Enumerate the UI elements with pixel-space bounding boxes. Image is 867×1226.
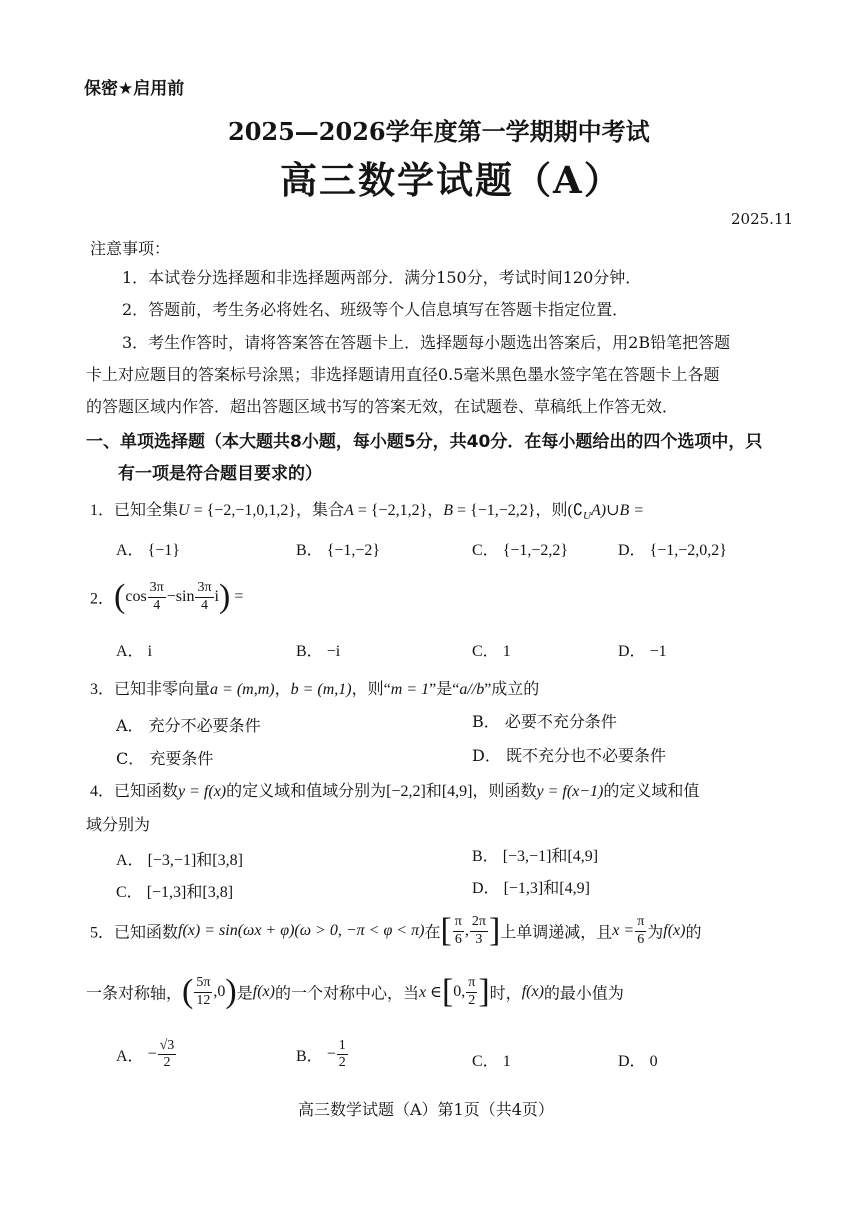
page-footer: 高三数学试题（A）第1页（共4页） <box>298 1100 554 1119</box>
q1-stem-b: ，集合 <box>296 502 345 519</box>
option-text: 充分不必要条件 <box>148 716 261 735</box>
note-3-cont-2: 的答题区域内作答．超出答题区域书写的答案无效，在试题卷、草稿纸上作答无效． <box>86 397 679 416</box>
exam-title: 2025—2026学年度第一学期期中考试 <box>228 117 650 146</box>
question-2 <box>90 580 243 614</box>
q5-int-b-num: 2π <box>470 914 488 931</box>
question-4 <box>90 778 699 801</box>
q5-stem-b: 在 <box>424 924 441 942</box>
option-label: B． <box>296 643 323 660</box>
option-label: A． <box>116 643 144 660</box>
question-number: 1． <box>90 502 115 519</box>
question-3 <box>90 676 539 699</box>
q1-comma: ， <box>427 502 444 519</box>
q5-int-a-num: π <box>453 914 464 931</box>
q5-center-num: 5π <box>194 975 212 992</box>
option-text: {−1} <box>147 542 180 559</box>
q1-A-set: {−2,1,2} <box>370 502 428 519</box>
q2-option-b <box>296 638 340 661</box>
q5-option-c <box>472 1048 511 1071</box>
paper-title: 高三数学试题（A） <box>280 158 623 202</box>
question-number: 2． <box>90 590 115 608</box>
q4-f2: y = f(x−1) <box>536 783 604 800</box>
q4-stem-b: 的定义域和值域分别为[−2,2]和[4,9]，则函数 <box>226 783 537 800</box>
option-minus: − <box>326 1045 336 1063</box>
q1-stem-a: 已知全集 <box>114 502 179 519</box>
q5-line2-a: 一条对称轴， <box>86 985 183 1003</box>
q1-expr: (∁ <box>567 502 584 519</box>
q3-stem-b: ，则“ <box>351 681 391 698</box>
q5-int-b <box>470 914 488 947</box>
q5-center-rest: ,0 <box>213 983 226 1000</box>
q2-option-a <box>116 638 152 661</box>
q5-sym-den: 6 <box>637 931 645 947</box>
question-5-cont <box>86 975 624 1009</box>
option-frac-num: √3 <box>158 1038 177 1055</box>
option-frac <box>158 1038 177 1071</box>
q2-frac-2 <box>195 580 213 613</box>
q3-option-b <box>472 709 617 732</box>
q5-stem-d: 为 <box>647 924 664 942</box>
option-label: B． <box>472 712 500 731</box>
q1-B: B <box>443 502 454 519</box>
question-number: 4． <box>90 783 115 800</box>
q5-range-num: π <box>466 975 477 992</box>
question-5 <box>90 914 702 948</box>
section-heading-cont: 有一项是符合题目要求的） <box>118 464 322 484</box>
section-heading: 一、单项选择题（本大题共8小题，每小题5分，共40分．在每小题给出的四个选项中，只 <box>86 432 763 452</box>
q5-func: f(x) = sin(ωx + φ)(ω > 0, −π < φ < π) <box>178 922 425 939</box>
option-minus: − <box>147 1045 157 1063</box>
option-label: C． <box>472 1053 499 1070</box>
q2-close-paren: ) <box>218 578 231 615</box>
notes-heading: 注意事项： <box>90 239 171 258</box>
q5-line2-e: 的最小值为 <box>543 985 624 1003</box>
option-label: A． <box>116 716 144 735</box>
q5-range <box>466 975 477 1008</box>
q2-frac-num: 3π <box>195 580 213 597</box>
option-frac-num: 1 <box>337 1038 348 1055</box>
q4-stem-c: 的定义域和值 <box>603 783 700 800</box>
confidential-label: 保密★启用前 <box>84 79 185 99</box>
q4-option-d <box>472 875 590 898</box>
q2-frac-num: 3π <box>148 580 166 597</box>
option-text: [−3,−1]和[3,8] <box>147 852 243 869</box>
q5-fx-2: f(x) <box>252 983 275 1000</box>
q5-x-in: x ∈ <box>418 984 442 1001</box>
option-text: −i <box>326 643 341 660</box>
q5-option-d <box>618 1048 658 1071</box>
question-number: 3． <box>90 681 115 698</box>
note-1: 1．本试卷分选择题和非选择题两部分．满分150分，考试时间120分钟． <box>122 268 642 287</box>
q5-x-eq: x = <box>612 922 635 939</box>
q5-int-a-den: 6 <box>454 931 462 947</box>
option-label: B． <box>472 848 499 865</box>
option-frac-den: 2 <box>338 1055 346 1071</box>
option-label: D． <box>618 1053 646 1070</box>
q5-stem-c: 上单调递减，且 <box>500 924 613 942</box>
option-label: B． <box>296 542 323 559</box>
q5-stem-e: 的 <box>685 924 702 942</box>
option-label: A． <box>116 542 144 559</box>
q5-line2-c: 的一个对称中心，当 <box>274 985 419 1003</box>
q5-line2-d: 时， <box>489 985 522 1003</box>
option-text: i <box>147 643 153 660</box>
q3-comma: ， <box>274 681 291 698</box>
option-label: C． <box>472 542 499 559</box>
q5-line2-b: 是 <box>236 985 253 1003</box>
option-label: A． <box>116 852 144 869</box>
q5-range-open: [ <box>441 973 454 1010</box>
q2-frac-den: 4 <box>200 597 208 613</box>
q3-option-c <box>116 746 213 769</box>
q2-eq: = <box>234 588 244 605</box>
option-label: D． <box>472 880 500 897</box>
q4-option-c <box>116 879 233 902</box>
q2-frac-1 <box>148 580 166 613</box>
q1-U: U <box>178 502 190 519</box>
q5-center-open: ( <box>182 973 194 1010</box>
q1-A: A <box>344 502 354 519</box>
q5-open-bracket: [ <box>440 912 452 949</box>
option-text: [−1,3]和[4,9] <box>503 880 590 897</box>
q2-frac-den: 4 <box>153 597 161 613</box>
q1-expr-sub: U <box>583 510 591 523</box>
note-3: 3．考生作答时，请将答案答在答题卡上．选择题每小题选出答案后，用2B铅笔把答题 <box>122 333 731 352</box>
q1-option-a <box>116 537 180 560</box>
q5-int-a <box>453 914 464 947</box>
q3-a-vec: a = (m,m) <box>210 681 275 698</box>
q5-close-bracket: ] <box>488 912 501 949</box>
option-text: 既不充分也不必要条件 <box>505 746 666 765</box>
q1-B-set: {−1,−2,2} <box>470 502 536 519</box>
q3-stem-d: ”成立的 <box>484 681 540 698</box>
q5-sym-num: π <box>635 914 646 931</box>
q1-stem-c: ，则 <box>535 502 568 519</box>
q4-option-b <box>472 843 598 866</box>
option-label: D． <box>472 746 501 765</box>
q3-parallel: a//b <box>459 681 485 698</box>
option-label: C． <box>472 643 499 660</box>
q5-option-a <box>116 1038 177 1071</box>
option-frac-den: 2 <box>163 1055 171 1071</box>
q5-fx: f(x) <box>663 922 686 939</box>
q2-option-d <box>618 638 667 661</box>
question-4-cont: 域分别为 <box>86 815 151 834</box>
q2-cos: cos <box>125 588 147 605</box>
option-text: {−1,−2,0,2} <box>649 542 727 559</box>
q2-option-c <box>472 638 511 661</box>
q5-int-b-den: 3 <box>475 931 483 947</box>
option-text: 1 <box>502 1053 511 1070</box>
option-label: B． <box>296 1048 323 1066</box>
question-1: 1．已知全集U = {−2,−1,0,1,2}，集合A = {−2,1,2}，B = {−1,−2,2}，则$(∁_UA)\cup B$ = <box>90 502 645 523</box>
q4-f1: y = f(x) <box>178 783 227 800</box>
q2-open-paren: ( <box>114 578 126 615</box>
option-text: 必要不充分条件 <box>504 712 617 731</box>
note-2: 2．答题前，考生务必将姓名、班级等个人信息填写在答题卡指定位置． <box>122 300 629 319</box>
q5-option-b <box>296 1038 349 1071</box>
q5-sym <box>635 914 646 947</box>
q5-range-lo: 0, <box>453 983 466 1000</box>
q1-U-set: {−2,−1,0,1,2} <box>206 502 297 519</box>
q2-minus-sin: −sin <box>166 588 195 605</box>
question-number: 5． <box>90 924 115 942</box>
option-text: {−1,−2} <box>326 542 381 559</box>
q3-option-d <box>472 743 666 766</box>
q3-option-a <box>116 713 261 736</box>
q4-stem-a: 已知函数 <box>114 783 179 800</box>
q3-cond: m = 1 <box>390 681 430 698</box>
exam-date: 2025.11 <box>731 210 794 228</box>
q2-i: i <box>214 588 219 605</box>
option-label: A． <box>116 1048 144 1066</box>
option-text: 1 <box>502 643 511 660</box>
q5-stem-a: 已知函数 <box>114 924 179 942</box>
q5-range-den: 2 <box>468 992 476 1008</box>
q1-option-b <box>296 537 380 560</box>
q1-expr-rest: A)∪B = <box>590 502 645 519</box>
option-frac <box>337 1038 348 1071</box>
option-text: −1 <box>649 643 667 660</box>
q1-option-c <box>472 537 568 560</box>
q5-center <box>194 975 212 1008</box>
option-label: D． <box>618 542 646 559</box>
option-label: D． <box>618 643 646 660</box>
option-label: C． <box>116 749 145 768</box>
q3-stem-a: 已知非零向量 <box>114 681 211 698</box>
note-3-cont-1: 卡上对应题目的答案标号涂黑；非选择题请用直径0.5毫米黑色墨水签字笔在答题卡上各题 <box>86 365 720 384</box>
option-text: 0 <box>649 1053 658 1070</box>
q4-option-a <box>116 847 243 870</box>
option-text: {−1,−2,2} <box>502 542 569 559</box>
option-text: [−1,3]和[3,8] <box>146 884 234 901</box>
q3-stem-c: ”是“ <box>429 681 460 698</box>
q5-center-den: 12 <box>196 992 211 1008</box>
option-text: 充要条件 <box>149 749 214 768</box>
q5-range-close: ] <box>478 973 490 1010</box>
q5-fx-3: f(x) <box>521 983 544 1000</box>
option-label: C． <box>116 884 143 901</box>
q5-int-comma: , <box>464 922 469 939</box>
q5-center-close: ) <box>225 973 237 1010</box>
q3-b-vec: b = (m,1) <box>290 681 352 698</box>
q1-option-d <box>618 537 727 560</box>
option-text: [−3,−1]和[4,9] <box>502 848 599 865</box>
